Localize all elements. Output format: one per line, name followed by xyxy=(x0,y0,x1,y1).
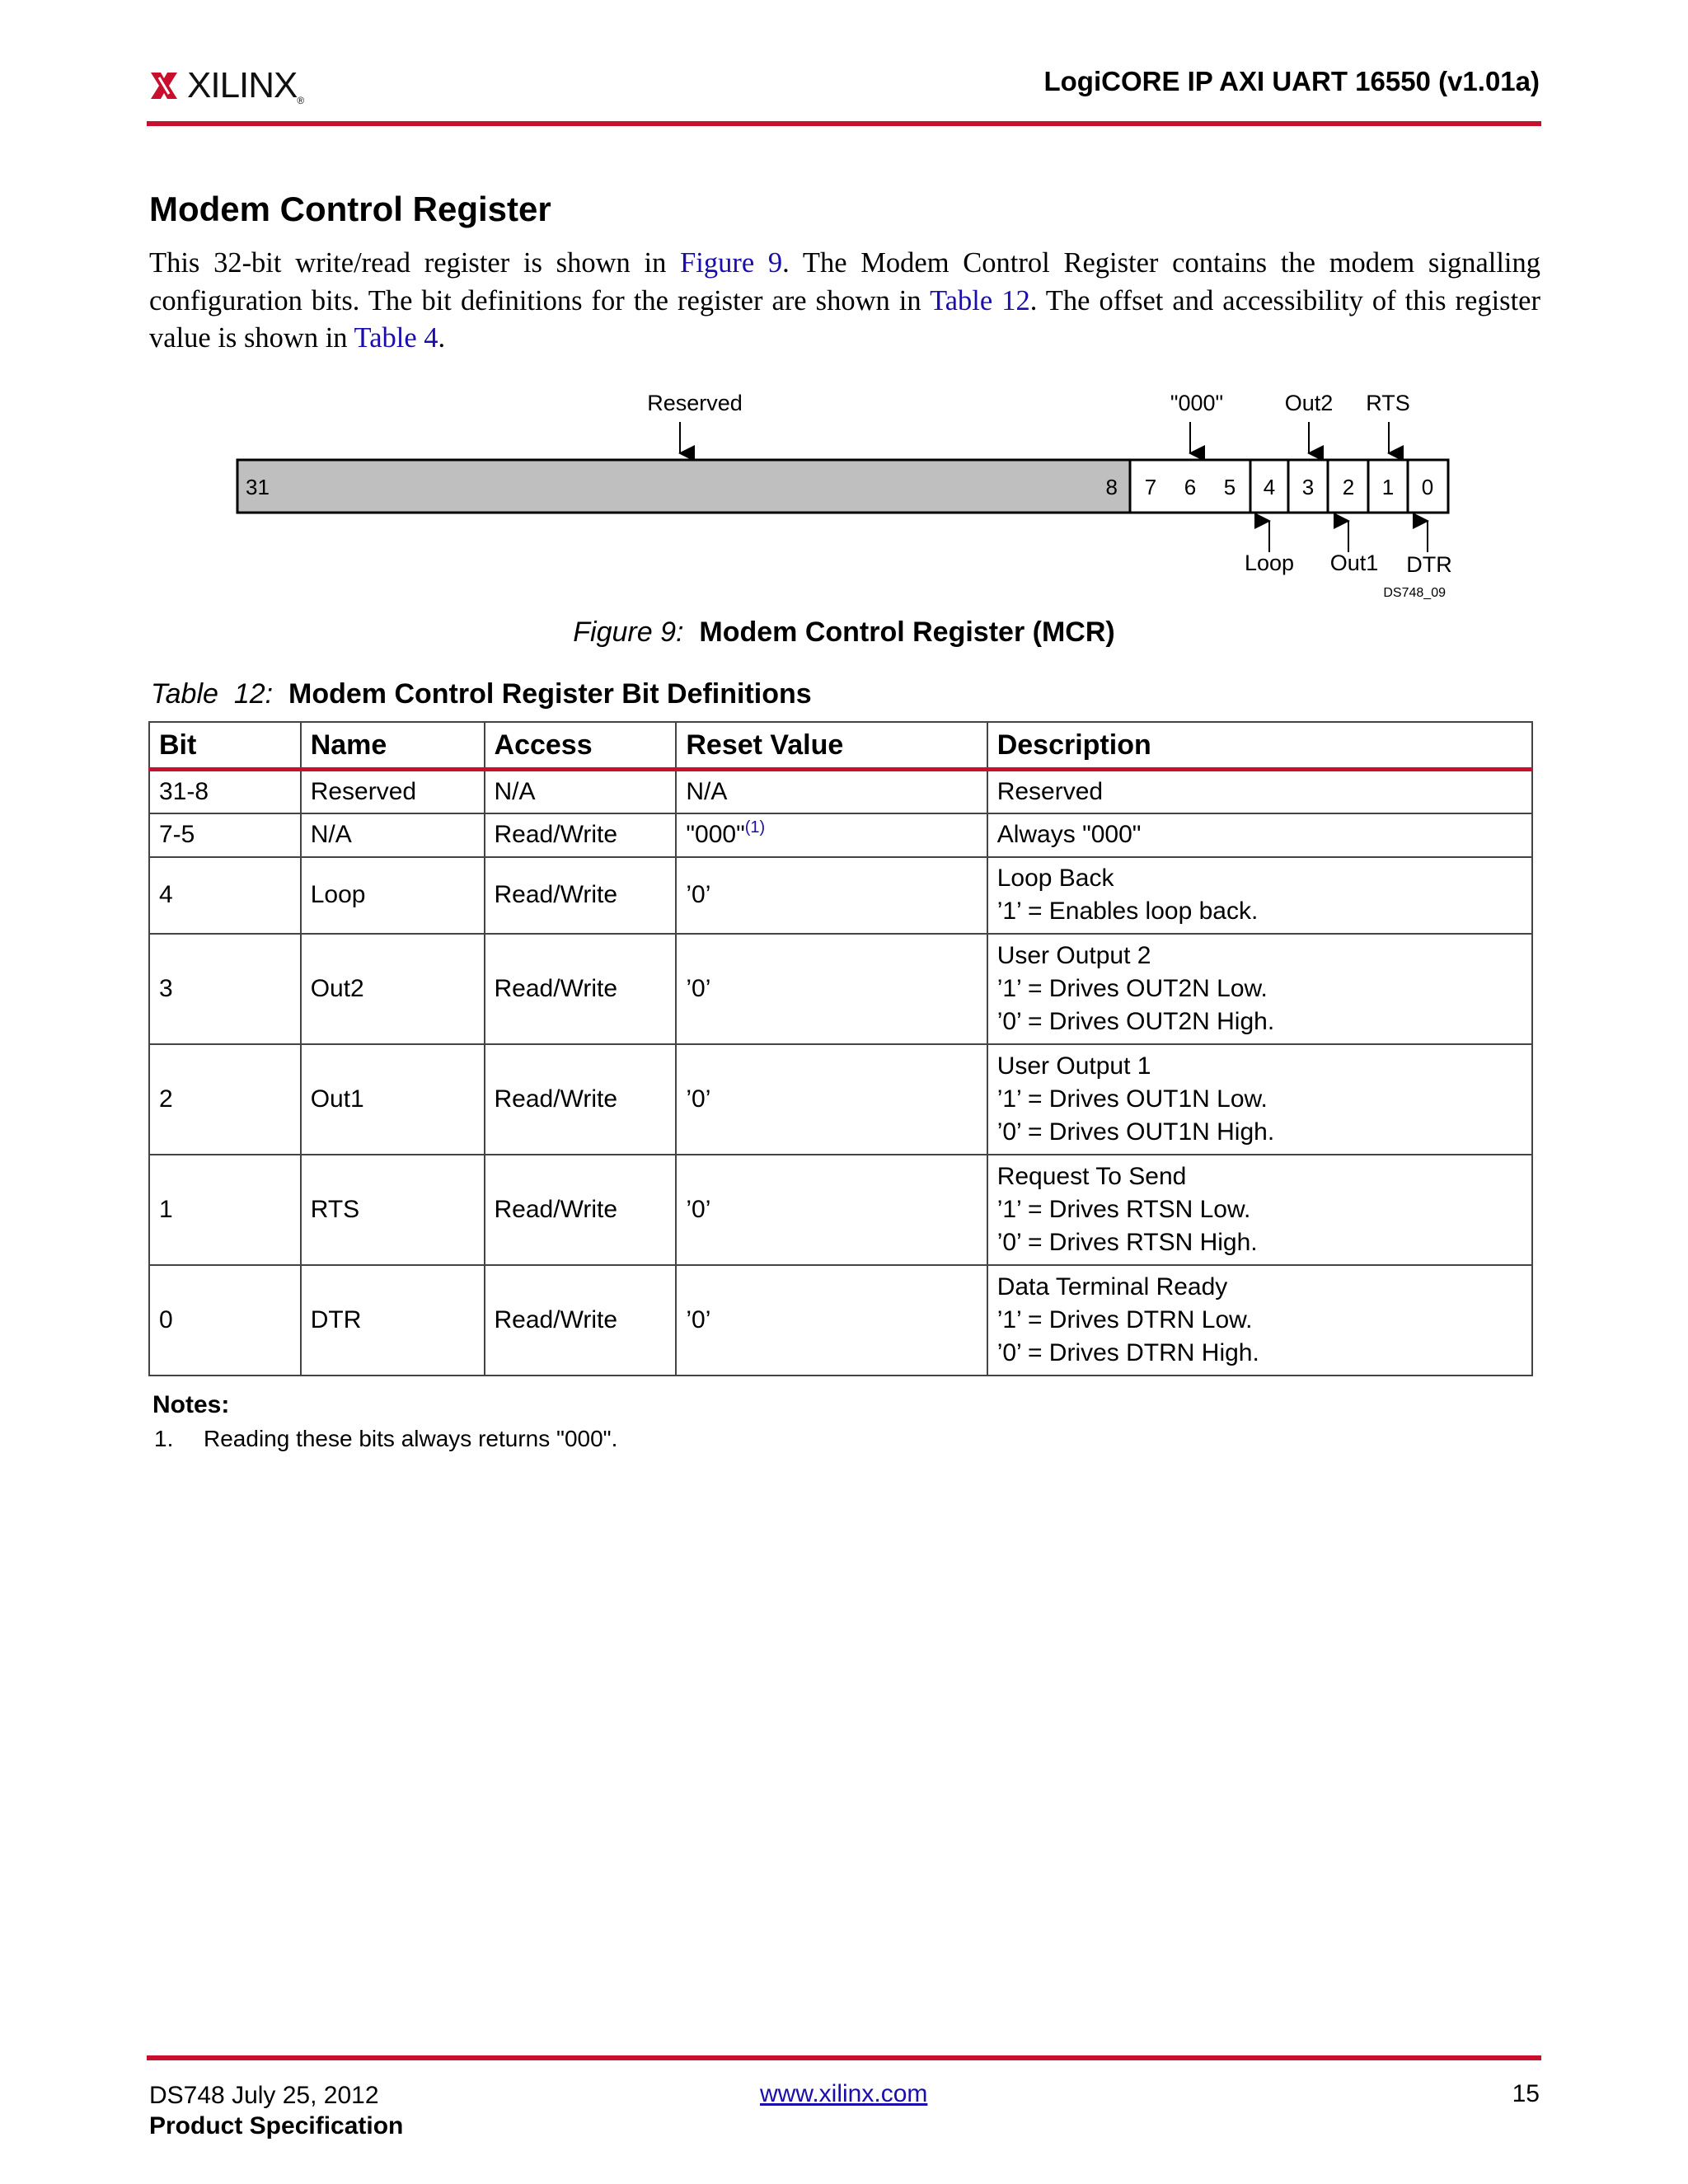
table-row xyxy=(149,1044,1532,1155)
xilinx-logo-icon xyxy=(149,71,179,101)
page-number: 15 xyxy=(1512,2080,1540,2107)
notes-title: Notes: xyxy=(152,1391,230,1418)
bit-7: 7 xyxy=(1144,475,1157,499)
intro-paragraph: This 32-bit write/read register is shown in Figure 9. The Modem Control Register contains the modem signalling configuration bits. The bit definitions for the register are shown in Table 12. The offset and accessibility of this register value is shown in Table 4. xyxy=(149,247,1541,354)
cell-name: Loop xyxy=(301,857,485,934)
cell-name: Out1 xyxy=(301,1044,485,1155)
table-row xyxy=(149,770,1532,813)
col-header-access: Access xyxy=(485,722,677,770)
col-header-bit: Bit xyxy=(149,722,301,770)
table-header-row xyxy=(149,722,1532,770)
section-title: Modem Control Register xyxy=(149,190,551,228)
cell-access: N/A xyxy=(485,770,677,813)
cell-description: Always "000" xyxy=(987,813,1532,857)
cell-description: User Output 1 ’1’ = Drives OUT1N Low. ’0’ = Drives OUT1N High. xyxy=(987,1044,1532,1155)
table-row xyxy=(149,857,1532,934)
document-title: LogiCORE IP AXI UART 16550 (v1.01a) xyxy=(1043,66,1540,96)
cell-access: Read/Write xyxy=(485,934,677,1044)
figure-id: DS748_09 xyxy=(1383,586,1446,600)
cell-bit: 7-5 xyxy=(149,813,301,857)
cell-reset: ’0’ xyxy=(676,934,987,1044)
cell-access: Read/Write xyxy=(485,1044,677,1155)
cell-reset: "000"$^{(1)}$ xyxy=(676,813,987,857)
cell-description: Reserved xyxy=(987,770,1532,813)
footer-doc-type: Product Specification xyxy=(149,2112,404,2139)
cell-description: Loop Back ’1’ = Enables loop back. xyxy=(987,857,1532,934)
table-12-link[interactable]: Table 12 xyxy=(930,284,1030,316)
cell-name: Out2 xyxy=(301,934,485,1044)
cell-name: Reserved xyxy=(301,770,485,813)
note-item: 1. Reading these bits always returns "000". xyxy=(154,1426,618,1451)
reserved-field xyxy=(237,460,1130,513)
cell-reset: ’0’ xyxy=(676,1044,987,1155)
bit-4: 4 xyxy=(1263,475,1276,499)
cell-bit: 3 xyxy=(149,934,301,1044)
bit-2: 2 xyxy=(1342,475,1355,499)
bit-definitions-table xyxy=(148,721,1533,1376)
bit-31-label: 31 xyxy=(246,475,270,499)
footer-doc-info xyxy=(149,2080,403,2141)
cell-reset: N/A xyxy=(676,770,987,813)
cell-reset: ’0’ xyxy=(676,1155,987,1265)
cell-name: N/A xyxy=(301,813,485,857)
label-rts: RTS xyxy=(1366,391,1410,415)
col-header-name: Name xyxy=(301,722,485,770)
table-row xyxy=(149,934,1532,1044)
cell-description: User Output 2 ’1’ = Drives OUT2N Low. ’0’ = Drives OUT2N High. xyxy=(987,934,1532,1044)
label-dtr: DTR xyxy=(1406,552,1452,577)
cell-bit: 0 xyxy=(149,1265,301,1376)
label-reserved: Reserved xyxy=(647,391,743,415)
figure-9-link[interactable]: Figure 9 xyxy=(680,247,783,279)
cell-access: Read/Write xyxy=(485,857,677,934)
table-row xyxy=(149,1265,1532,1376)
footnote-ref[interactable]: (1) xyxy=(744,818,766,837)
col-header-reset-value: Reset Value xyxy=(676,722,987,770)
table-row xyxy=(149,1155,1532,1265)
bit-0: 0 xyxy=(1421,475,1434,499)
cell-bit: 2 xyxy=(149,1044,301,1155)
header-rule xyxy=(147,121,1541,126)
bit-8-label: 8 xyxy=(1105,475,1118,499)
cell-bit: 1 xyxy=(149,1155,301,1265)
table-caption: Table 12: Modem Control Register Bit Definitions xyxy=(151,678,812,710)
cell-bit: 31-8 xyxy=(149,770,301,813)
cell-reset: ’0’ xyxy=(676,857,987,934)
cell-access: Read/Write xyxy=(485,813,677,857)
footer-doc-date: DS748 July 25, 2012 xyxy=(149,2082,379,2109)
figure-caption: Figure 9: Modem Control Register (MCR) xyxy=(573,616,1115,648)
logo-wordmark: XILINX® xyxy=(187,65,304,106)
table-4-link[interactable]: Table 4 xyxy=(354,322,438,354)
bit-1: 1 xyxy=(1381,475,1395,499)
cell-reset: ’0’ xyxy=(676,1265,987,1376)
cell-description: Request To Send ’1’ = Drives RTSN Low. ’0’ = Drives RTSN High. xyxy=(987,1155,1532,1265)
label-000: "000" xyxy=(1170,391,1224,415)
xilinx-logo xyxy=(149,66,303,105)
cell-access: Read/Write xyxy=(485,1155,677,1265)
col-header-description: Description xyxy=(987,722,1532,770)
label-out1: Out1 xyxy=(1329,551,1379,575)
table-row xyxy=(149,813,1532,857)
bit-6: 6 xyxy=(1184,475,1197,499)
footer-url-link[interactable]: www.xilinx.com xyxy=(760,2080,928,2107)
cell-access: Read/Write xyxy=(485,1265,677,1376)
cell-bit: 4 xyxy=(149,857,301,934)
footer-rule xyxy=(147,2055,1541,2060)
bit-3: 3 xyxy=(1301,475,1315,499)
register-bit-diagram xyxy=(223,387,1484,610)
cell-name: DTR xyxy=(301,1265,485,1376)
cell-description: Data Terminal Ready ’1’ = Drives DTRN Low. ’0’ = Drives DTRN High. xyxy=(987,1265,1532,1376)
label-loop: Loop xyxy=(1244,551,1295,575)
cell-name: RTS xyxy=(301,1155,485,1265)
label-out2: Out2 xyxy=(1284,391,1334,415)
bit-5: 5 xyxy=(1223,475,1236,499)
